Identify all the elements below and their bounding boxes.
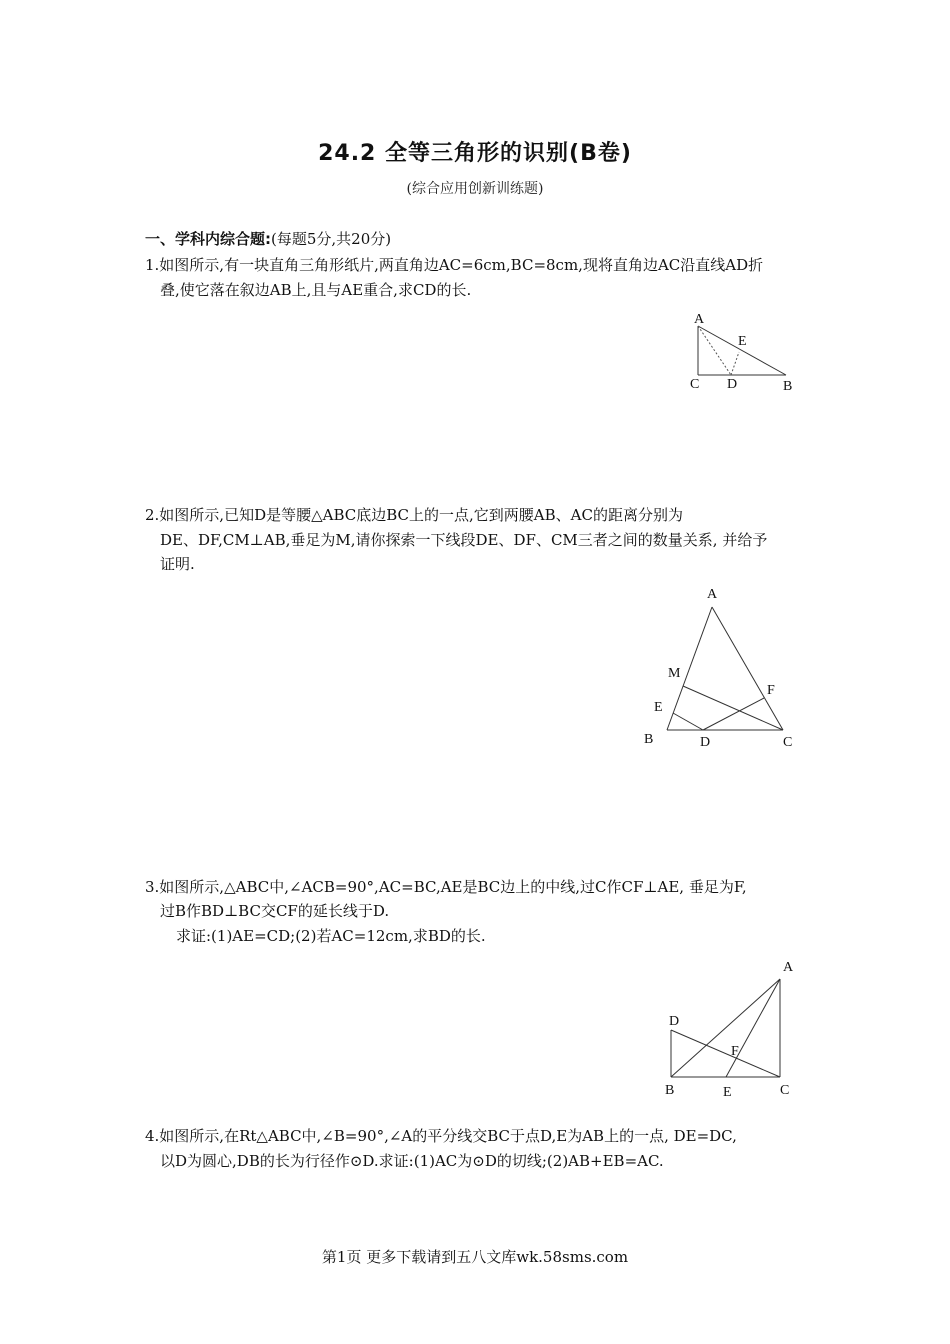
page-subtitle: (综合应用创新训练题)	[406, 181, 544, 197]
q2-label-a: A	[707, 587, 718, 602]
q1-label-b: B	[783, 379, 793, 394]
q3-figure	[655, 955, 805, 1105]
q1-label-d: D	[727, 377, 738, 392]
section-heading	[145, 228, 391, 249]
q1-seg-de	[731, 352, 739, 375]
q2-label-b: B	[644, 732, 654, 747]
q2-line-3: 证明.	[160, 555, 195, 573]
q3-label-b: B	[665, 1083, 675, 1098]
q1-label-c: C	[690, 377, 700, 392]
q2-seg-de	[673, 713, 703, 730]
q2-label-c: C	[783, 735, 793, 750]
q3-line-3: 求证:(1)AE=CD;(2)若AC=12cm,求BD的长.	[176, 927, 486, 945]
q1-line-1: 1.如图所示,有一块直角三角形纸片,两直角边AC=6cm,BC=8cm,现将直角边AC沿直线AD折	[145, 256, 764, 274]
q3-label-c: C	[780, 1083, 790, 1098]
q3-seg-ae	[726, 979, 780, 1077]
q2-figure	[635, 580, 810, 755]
q1-label-e: E	[738, 334, 747, 349]
q3-line-1: 3.如图所示,△ABC中,∠ACB=90°,AC=BC,AE是BC边上的中线,过C作CF⊥AE, 垂足为F,	[145, 878, 747, 896]
page-title: 24.2 全等三角形的识别(B卷)	[318, 141, 632, 166]
q4-line-1: 4.如图所示,在Rt△ABC中,∠B=90°,∠A的平分线交BC于点D,E为AB上的一点, DE=DC,	[145, 1127, 737, 1145]
q2-label-f: F	[767, 683, 775, 698]
q4-line-2: 以D为圆心,DB的长为行径作⊙D.求证:(1)AC为⊙D的切线;(2)AB+EB=AC.	[160, 1152, 664, 1170]
q2-label-d: D	[700, 735, 711, 750]
q2-line-2: DE、DF,CM⊥AB,垂足为M,请你探索一下线段DE、DF、CM三者之间的数量关系, 并给予	[160, 531, 768, 549]
q3-label-a: A	[783, 960, 794, 975]
q2-line-1: 2.如图所示,已知D是等腰△ABC底边BC上的一点,它到两腰AB、AC的距离分别为	[145, 506, 683, 524]
q2-label-e: E	[654, 700, 663, 715]
q1-line-2: 叠,使它落在叙边AB上,且与AE重合,求CD的长.	[160, 281, 472, 299]
q3-line-2: 过B作BD⊥BC交CF的延长线于D.	[160, 902, 390, 920]
q3-seg-ab	[671, 979, 780, 1077]
section-note: (每题5分,共20分)	[271, 230, 392, 248]
q2-seg-ac	[712, 607, 783, 730]
q2-seg-df	[703, 698, 764, 730]
q1-figure	[680, 308, 810, 398]
q3-label-e: E	[723, 1085, 732, 1100]
q3-seg-dc	[671, 1030, 780, 1077]
q2-label-m: M	[668, 666, 681, 681]
q3-label-d: D	[669, 1014, 680, 1029]
q1-label-a: A	[694, 312, 705, 327]
q3-label-f: F	[731, 1044, 739, 1059]
section-label: 一、学科内综合题:	[145, 230, 271, 248]
page-footer: 第1页 更多下载请到五八文库wk.58sms.com	[321, 1248, 629, 1266]
q1-seg-ad	[698, 326, 731, 375]
